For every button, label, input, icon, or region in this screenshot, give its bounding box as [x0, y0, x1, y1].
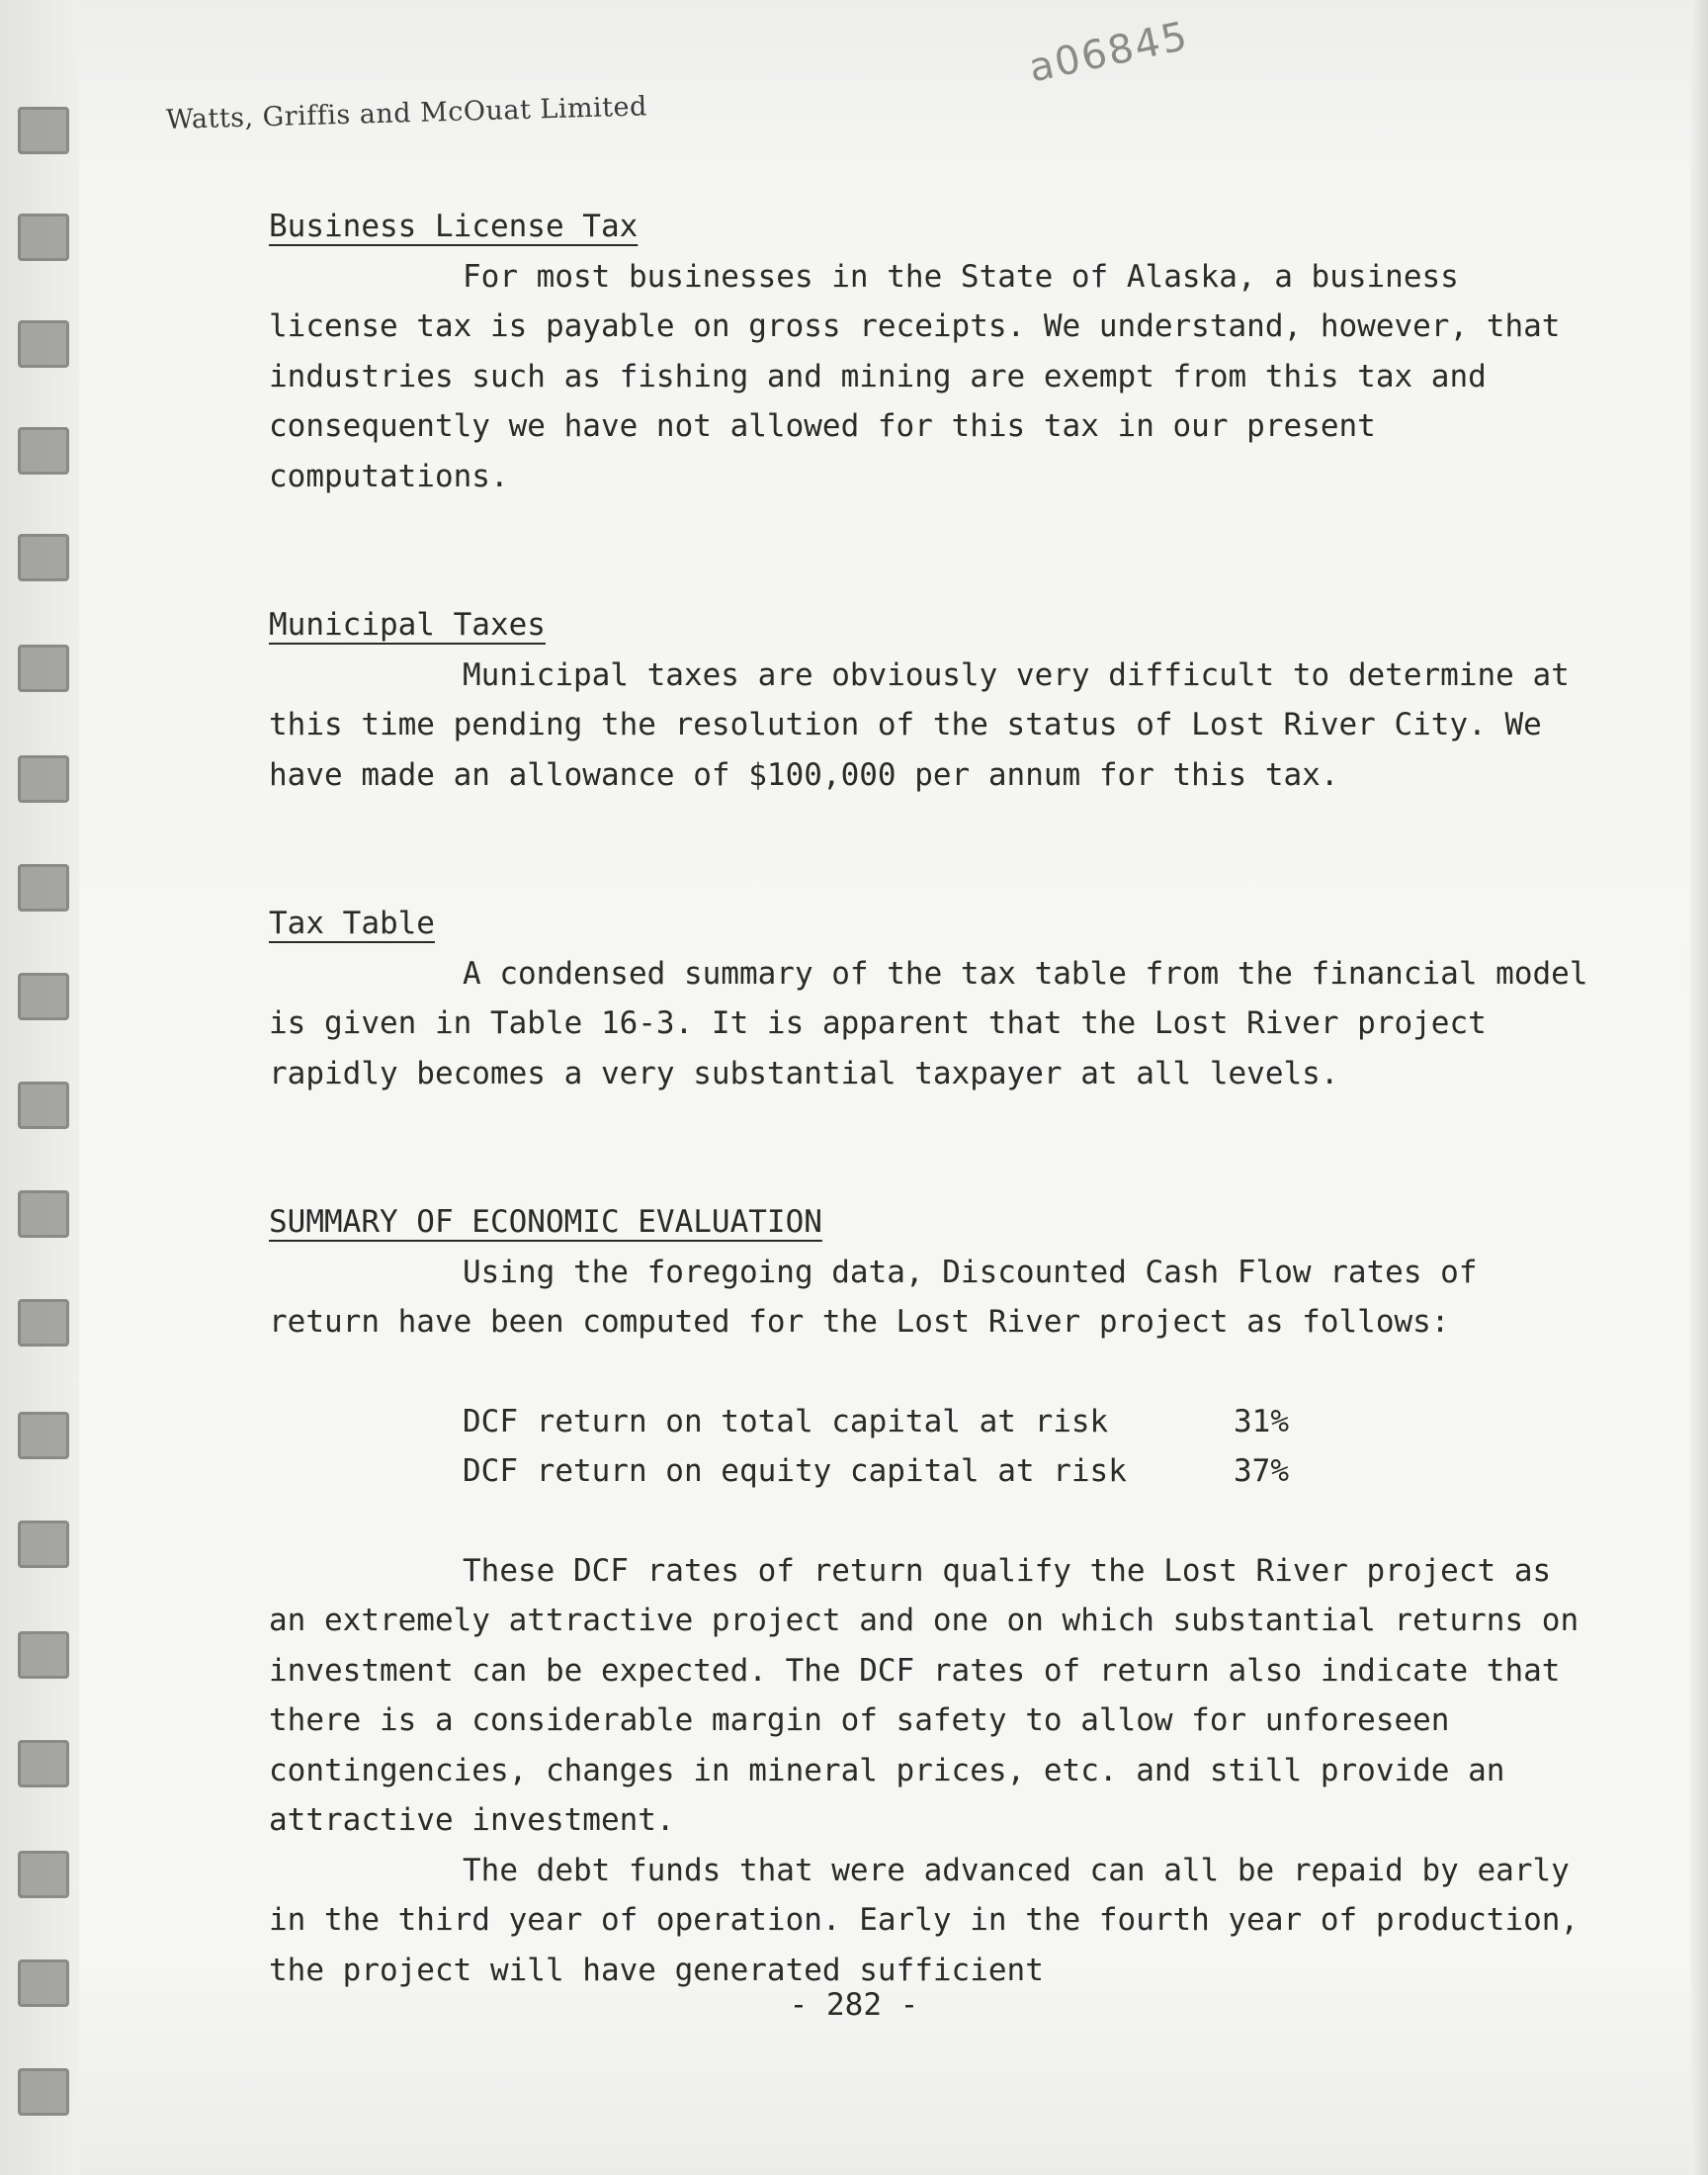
binding-hole: [18, 1521, 69, 1568]
section-paragraph: The debt funds that were advanced can all be repaid by early in the third year of operation. Early in the fourth year of production, the project will have generated sufficient: [269, 1852, 1580, 1988]
section-heading: SUMMARY OF ECONOMIC EVALUATION: [269, 1204, 822, 1240]
binding-hole: [18, 973, 69, 1020]
binding-hole: [18, 214, 69, 261]
binding-hole: [18, 534, 69, 581]
binding-hole: [18, 645, 69, 692]
binding-hole: [18, 1190, 69, 1238]
binding-hole: [18, 1851, 69, 1898]
section-paragraph: A condensed summary of the tax table from the financial model is given in Table 16-3. It is apparent that the Lost River project rapidly becomes a very substantial taxpayer at all levels.: [269, 955, 1588, 1091]
binding-hole: [18, 864, 69, 912]
section-heading: Business License Tax: [269, 209, 639, 244]
binding-hole: [18, 107, 69, 154]
dcf-value: 37%: [1234, 1453, 1289, 1489]
section-paragraph: Municipal taxes are obviously very difficult to determine at this time pending the resolution of the status of Lost River City. We have made an allowance of $100,000 per annum for this tax.: [269, 656, 1570, 793]
section-summary: [269, 1197, 1593, 1995]
binding-hole: [18, 1082, 69, 1129]
section-tax-table: [269, 899, 1593, 1098]
section-paragraph: These DCF rates of return qualify the Lost River project as an extremely attractive project and one on which substantial returns on investment can be expected. The DCF rates of return also indicate that there is a considerable margin of safety to allow for unforeseen contingencies, changes in mineral prices, etc. and still provide an attractive investment.: [269, 1552, 1580, 1838]
section-paragraph: For most businesses in the State of Alaska, a business license tax is payable on gross receipts. We understand, however, that industries such as fishing and mining are exempt from this tax and consequently we have not allowed for this tax in our present computations.: [269, 258, 1561, 494]
binding-hole: [18, 427, 69, 475]
page-edge: [1690, 0, 1708, 2175]
section-heading: Tax Table: [269, 906, 435, 941]
binding-hole: [18, 1412, 69, 1459]
binding-hole: [18, 755, 69, 803]
letterhead: Watts, Griffis and McOuat Limited: [165, 91, 648, 135]
binding-hole: [18, 320, 69, 368]
section-paragraph: Using the foregoing data, Discounted Cash Flow rates of return have been computed for the Lost River project as follows:: [269, 1254, 1478, 1340]
binding-strip: [0, 0, 79, 2175]
document-stamp: a06845: [1025, 13, 1193, 92]
binding-hole: [18, 1740, 69, 1787]
section-heading: Municipal Taxes: [269, 607, 546, 643]
dcf-row-equity-capital: [269, 1446, 1593, 1497]
dcf-label: DCF return on total capital at risk: [463, 1403, 1109, 1439]
dcf-row-total-capital: [269, 1397, 1593, 1447]
page-number: - 282 -: [789, 1987, 919, 2023]
dcf-label: DCF return on equity capital at risk: [463, 1453, 1127, 1489]
dcf-value: 31%: [1234, 1403, 1289, 1439]
section-business-license: [269, 202, 1593, 501]
binding-hole: [18, 2068, 69, 2116]
section-municipal-taxes: [269, 600, 1593, 800]
binding-hole: [18, 1631, 69, 1679]
binding-hole: [18, 1299, 69, 1347]
document-body: [269, 202, 1593, 1995]
